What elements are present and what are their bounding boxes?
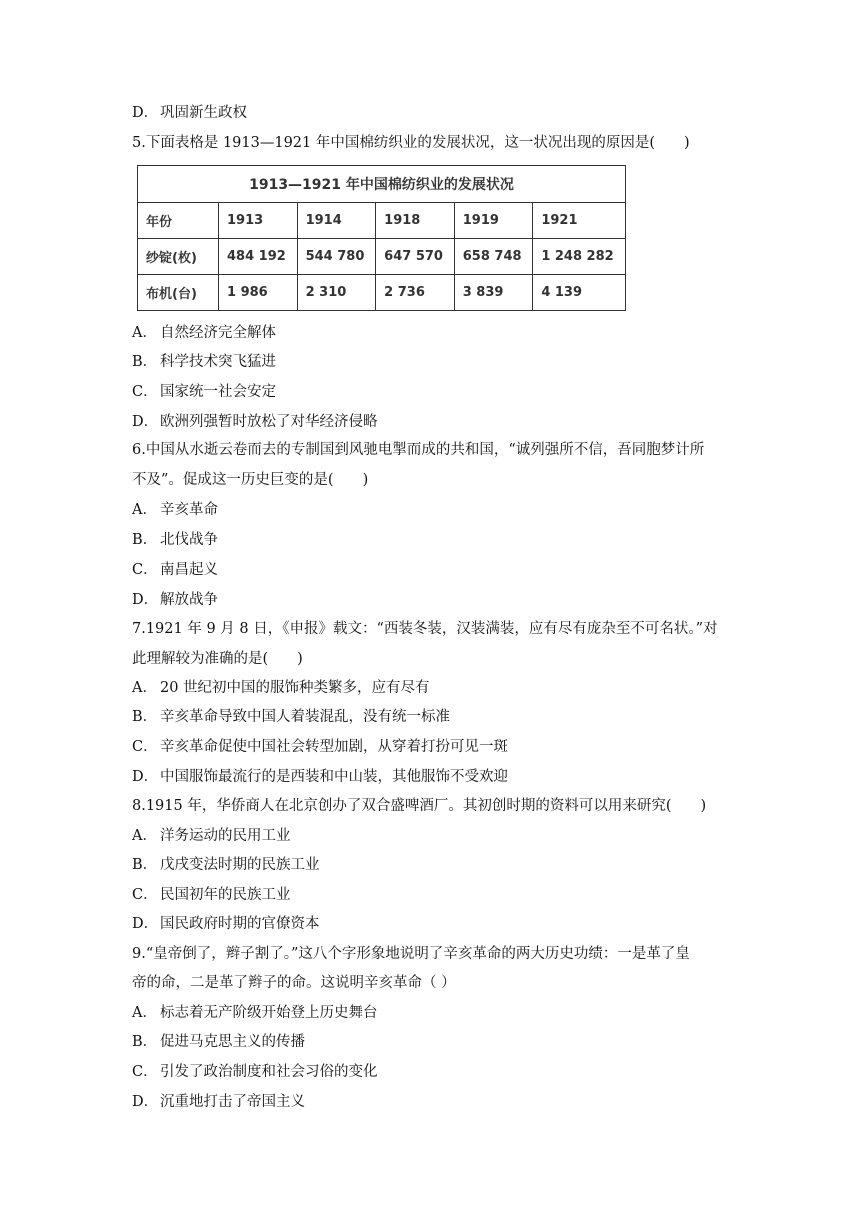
option-text: 洋务运动的民用工业: [160, 828, 291, 844]
option-text: 民国初年的民族工业: [160, 887, 291, 903]
option-text: 沉重地打击了帝国主义: [160, 1094, 305, 1110]
table-cell: 1913: [219, 203, 298, 239]
answer-option[interactable]: [132, 737, 508, 757]
option-label: D．: [132, 105, 159, 121]
option-label: A．: [132, 325, 157, 341]
option-label: B．: [132, 857, 158, 873]
option-label: C．: [132, 384, 158, 400]
option-label: B．: [132, 354, 158, 370]
table-row-header: 年份: [138, 203, 219, 239]
option-text: 自然经济完全解体: [160, 325, 276, 341]
answer-option[interactable]: [132, 1092, 305, 1112]
option-text: 科学技术突飞猛进: [160, 354, 276, 370]
option-label: A．: [132, 828, 157, 844]
option-text: 辛亥革命促使中国社会转型加剧，从穿着打扮可见一斑: [160, 739, 508, 755]
option-label: D．: [132, 769, 159, 785]
table-cell: 1 986: [219, 275, 298, 311]
table-cell: 1921: [533, 203, 626, 239]
table-cell: 1 248 282: [533, 239, 626, 275]
option-text: 20 世纪初中国的服饰种类繁多，应有尽有: [160, 680, 430, 696]
option-label: A．: [132, 680, 157, 696]
question-text: 帝的命，二是革了辫子的命。这说明辛亥革命（ ）: [132, 975, 456, 991]
table-cell: 2 736: [376, 275, 455, 311]
table-cell: 484 192: [219, 239, 298, 275]
option-label: D．: [132, 916, 159, 932]
option-label: D．: [132, 592, 159, 608]
answer-option[interactable]: [132, 590, 218, 610]
option-label: A．: [132, 502, 157, 518]
option-label: D．: [132, 414, 159, 430]
answer-option[interactable]: [132, 1003, 378, 1023]
option-text: 巩固新生政权: [160, 105, 247, 121]
option-label: C．: [132, 1064, 158, 1080]
option-text: 引发了政治制度和社会习俗的变化: [160, 1064, 378, 1080]
answer-option[interactable]: [132, 352, 276, 372]
option-label: A．: [132, 1005, 157, 1021]
table-title: 1913—1921 年中国棉纺织业的发展状况: [138, 166, 626, 203]
data-table: [137, 165, 626, 311]
option-text: 国民政府时期的官僚资本: [160, 916, 320, 932]
option-text: 戊戌变法时期的民族工业: [160, 857, 320, 873]
answer-option[interactable]: [132, 323, 276, 343]
answer-option[interactable]: [132, 412, 378, 432]
option-text: 欧洲列强暂时放松了对华经济侵略: [160, 414, 378, 430]
option-label: B．: [132, 1034, 158, 1050]
table-cell: 658 748: [454, 239, 533, 275]
answer-option[interactable]: [132, 500, 218, 520]
answer-option[interactable]: [132, 855, 320, 875]
answer-option[interactable]: [132, 530, 218, 550]
question-text: 6.中国从水逝云卷而去的专制国到风驰电掣而成的共和国，“诚列强所不信，吾同胞梦计所: [132, 442, 705, 458]
table-cell: 4 139: [533, 275, 626, 311]
option-label: C．: [132, 739, 158, 755]
table-row-header: 布机(台): [138, 275, 219, 311]
option-label: C．: [132, 562, 158, 578]
answer-option[interactable]: [132, 885, 291, 905]
option-text: 促进马克思主义的传播: [160, 1034, 305, 1050]
table-cell: 3 839: [454, 275, 533, 311]
table-cell: 1914: [297, 203, 376, 239]
answer-option[interactable]: [132, 826, 291, 846]
table-row-header: 纱锭(枚): [138, 239, 219, 275]
table-cell: 544 780: [297, 239, 376, 275]
option-text: 北伐战争: [160, 532, 218, 548]
option-text: 国家统一社会安定: [160, 384, 276, 400]
table-row: [138, 239, 626, 275]
answer-option[interactable]: [132, 678, 430, 698]
question-text: 不及”。促成这一历史巨变的是( ): [132, 472, 369, 488]
option-text: 中国服饰最流行的是西装和中山装，其他服饰不受欢迎: [160, 769, 508, 785]
option-label: D．: [132, 1094, 159, 1110]
option-text: 南昌起义: [160, 562, 218, 578]
answer-option[interactable]: [132, 707, 450, 727]
option-label: C．: [132, 887, 158, 903]
question-text: 7.1921 年 9 月 8 日，《申报》载文：“西装冬装，汉装满装，应有尽有庞杂至不可名状。”对: [132, 621, 718, 637]
option-text: 辛亥革命导致中国人着装混乱，没有统一标准: [160, 709, 450, 725]
question-text: 8.1915 年，华侨商人在北京创办了双合盛啤酒厂。其初创时期的资料可以用来研究( ): [132, 798, 707, 814]
table-title-row: [138, 166, 626, 203]
option-label: B．: [132, 532, 158, 548]
answer-option[interactable]: [132, 767, 508, 787]
question-text: 5.下面表格是 1913—1921 年中国棉纺织业的发展状况，这一状况出现的原因是( ): [132, 135, 690, 151]
answer-option[interactable]: [132, 560, 218, 580]
question-text: 此理解较为准确的是( ): [132, 651, 303, 667]
table-row: [138, 203, 626, 239]
table-cell: 647 570: [376, 239, 455, 275]
option-text: 标志着无产阶级开始登上历史舞台: [160, 1005, 378, 1021]
option-text: 解放战争: [160, 592, 218, 608]
answer-option[interactable]: [132, 1032, 305, 1052]
answer-option[interactable]: [132, 1062, 378, 1082]
question-text: 9.“皇帝倒了，辫子割了。”这八个字形象地说明了辛亥革命的两大历史功绩：一是革了皇: [132, 946, 690, 962]
table-cell: 2 310: [297, 275, 376, 311]
table-cell: 1919: [454, 203, 533, 239]
answer-option[interactable]: [132, 103, 247, 123]
table-row: [138, 275, 626, 311]
option-label: B．: [132, 709, 158, 725]
answer-option[interactable]: [132, 382, 276, 402]
answer-option[interactable]: [132, 914, 320, 934]
option-text: 辛亥革命: [160, 502, 218, 518]
table-cell: 1918: [376, 203, 455, 239]
